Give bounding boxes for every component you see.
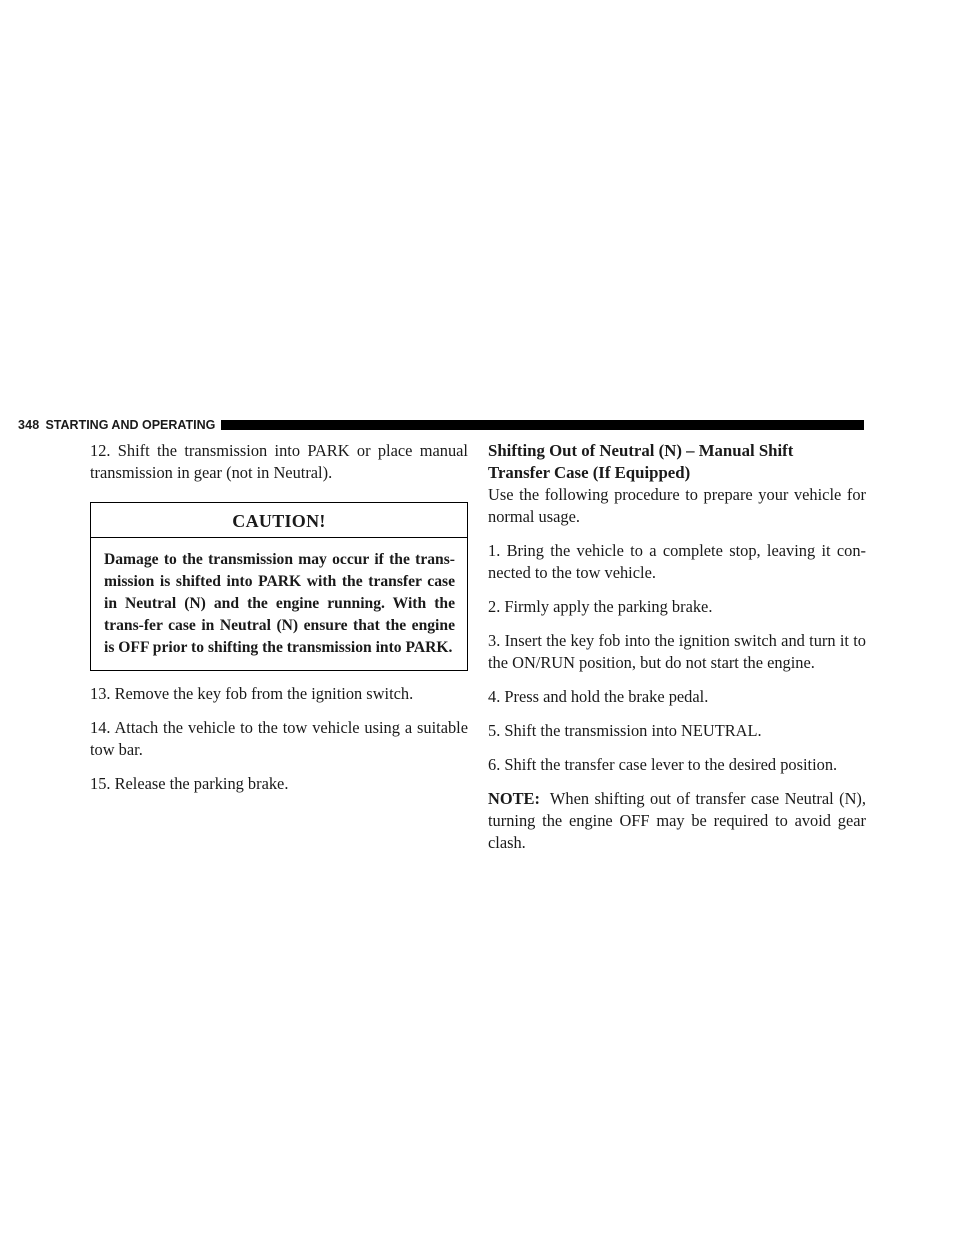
section-heading-line-2: Transfer Case (If Equipped)	[488, 463, 691, 482]
caution-text: Damage to the transmission may occur if the trans-mission is shifted into PARK with the transfer case in Neutral (N) and the engine running. With the trans-fer case in Neutral (N) ensure that the engine is OFF prior to shifting the transmission into PARK.	[104, 551, 455, 656]
step-13: 13. Remove the key fob from the ignition switch.	[90, 684, 414, 703]
caution-title: CAUTION!	[91, 503, 467, 538]
intro-text: Use the following procedure to prepare your vehicle for normal usage.	[488, 485, 866, 526]
step-3: 3. Insert the key fob into the ignition switch and turn it to the ON/RUN position, but do not start the engine.	[488, 631, 866, 672]
section-heading	[488, 440, 866, 484]
step-12: 12. Shift the transmission into PARK or place manual transmission in gear (not in Neutral).	[90, 441, 468, 482]
note-label: NOTE:	[488, 789, 540, 808]
right-column	[488, 440, 866, 866]
step-6: 6. Shift the transfer case lever to the desired position.	[488, 755, 838, 774]
step-15: 15. Release the parking brake.	[90, 774, 289, 793]
note-text: When shifting out of transfer case Neutral (N), turning the engine OFF may be required to avoid gear clash.	[488, 789, 866, 852]
page-number: 348	[18, 418, 40, 432]
step-4: 4. Press and hold the brake pedal.	[488, 687, 709, 706]
section-heading-line-1: Shifting Out of Neutral (N) – Manual Shift	[488, 441, 794, 460]
step-5: 5. Shift the transmission into NEUTRAL.	[488, 721, 762, 740]
note	[488, 788, 866, 854]
caution-box	[90, 502, 468, 671]
page-header	[18, 418, 864, 432]
section-title: STARTING AND OPERATING	[45, 418, 216, 432]
step-14: 14. Attach the vehicle to the tow vehicle using a suitable tow bar.	[90, 718, 468, 759]
step-2: 2. Firmly apply the parking brake.	[488, 597, 713, 616]
step-1: 1. Bring the vehicle to a complete stop, leaving it con-nected to the tow vehicle.	[488, 541, 866, 582]
left-column	[90, 440, 468, 807]
header-rule	[221, 420, 864, 430]
